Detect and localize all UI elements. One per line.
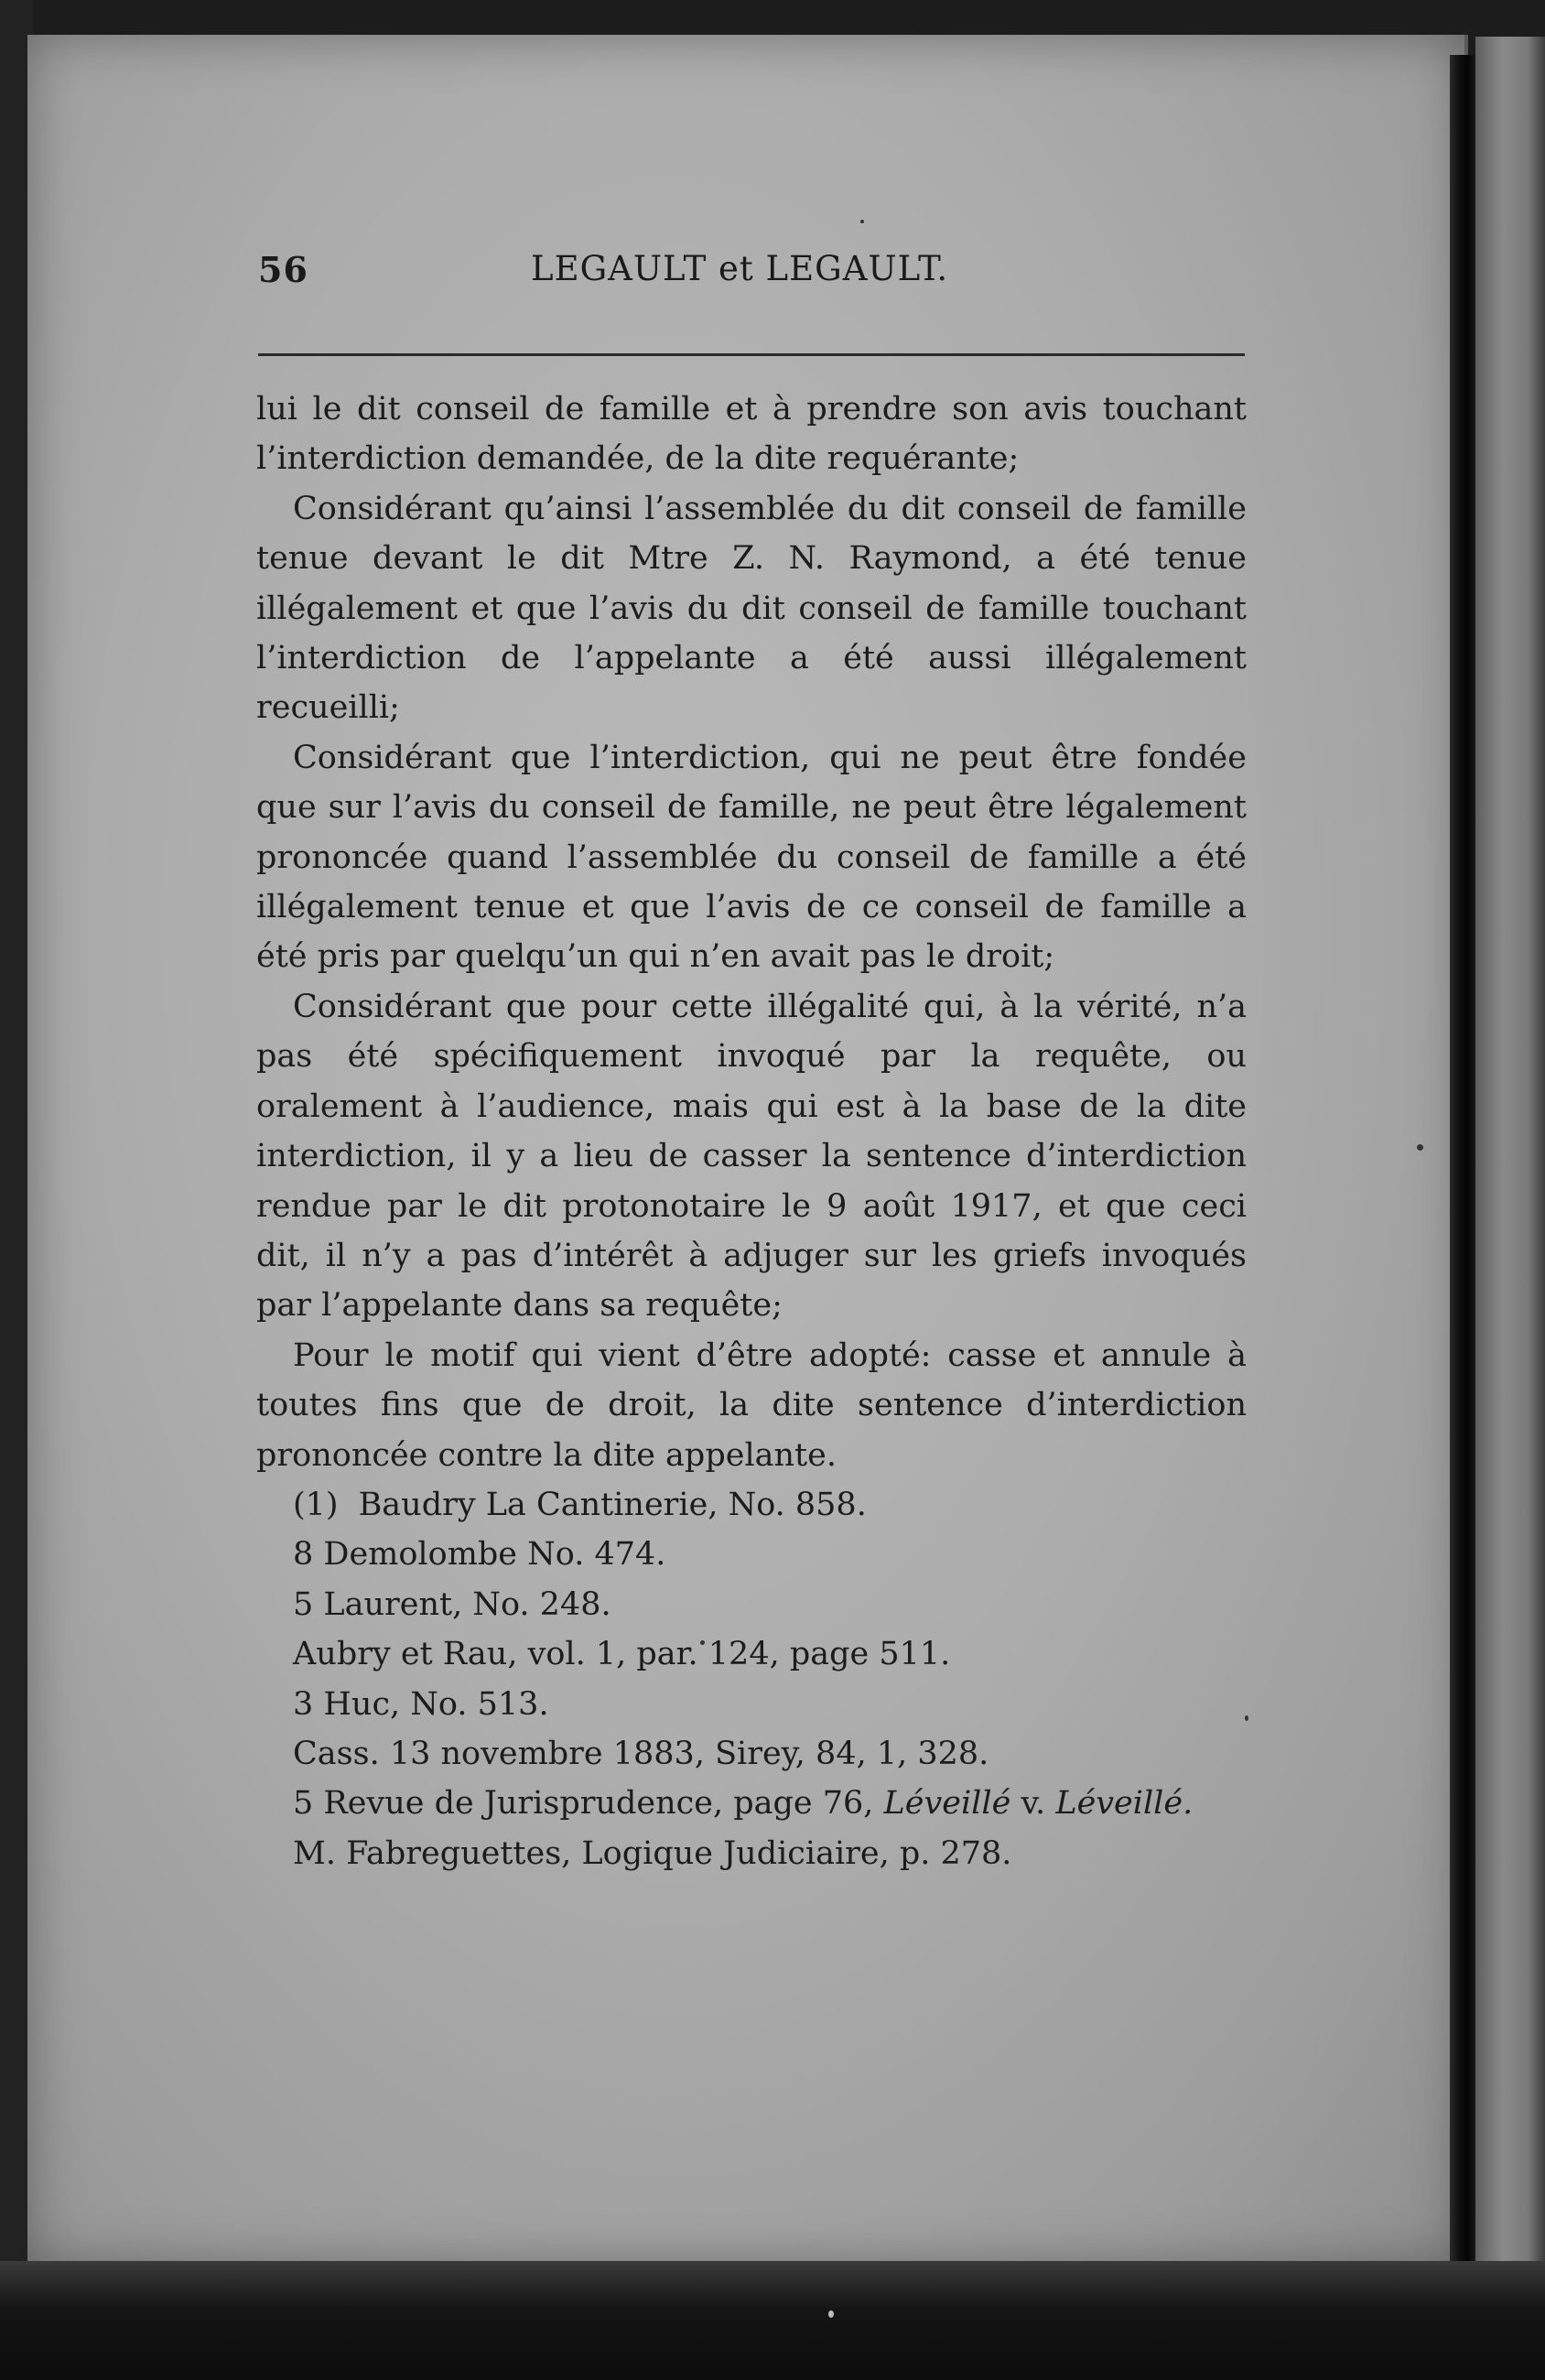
running-head-title: LEGAULT et LEGAULT.	[531, 249, 949, 288]
dust-speck	[860, 220, 864, 223]
reference-text: Baudry La Cantinerie, No. 858.	[358, 1486, 867, 1523]
paragraph: Pour le motif qui vient d’être adopté: casse et annule à toutes fins que de droit, la dite sentence d’interdiction prononcée contre la dite appelante.	[256, 1336, 1247, 1474]
paragraph: lui le dit conseil de famille et à prendre son avis touchant l’interdiction demandée, de la dite requérante;	[256, 391, 1247, 478]
dust-speck	[828, 2310, 834, 2318]
dust-speck	[1417, 1144, 1423, 1151]
reference-item	[256, 1779, 1247, 1828]
reference-item: M. Fabreguettes, Logique Judiciaire, p. 278.	[293, 1834, 1012, 1872]
running-head	[258, 249, 1247, 304]
reference-item: 5 Laurent, No. 248.	[293, 1585, 611, 1623]
versus: v.	[1021, 1785, 1046, 1823]
reference-item: 3 Huc, No. 513.	[293, 1685, 549, 1723]
paragraph: Considérant qu’ainsi l’assemblée du dit conseil de famille tenue devant le dit Mtre Z. N. Raymond, a été tenue illégalement et que l’avis du dit conseil de famille touchant l’interdiction de l’appelante a été aussi illégalement recueilli;	[256, 490, 1247, 727]
footnote-marker: (1)	[293, 1486, 339, 1523]
reference-item: Aubry et Rau, vol. 1, par. 124, page 511.	[293, 1636, 951, 1673]
next-page-edge	[1475, 37, 1545, 2270]
page-number: 56	[258, 249, 308, 290]
party-name: Léveillé	[883, 1785, 1011, 1823]
binding-gutter	[1450, 55, 1475, 2288]
reference-prefix: 5 Revue de Jurisprudence, page 76,	[293, 1785, 874, 1823]
reference-item	[256, 1480, 1247, 1530]
paragraph: Considérant que l’interdiction, qui ne peut être fondée que sur l’avis du conseil de famille, ne peut être légalement prononcée quand l’assemblée du conseil de famille a été illégalement tenue et que l’avis de ce conseil de famille a été pris par quelqu’un qui n’en avait pas le droit;	[256, 739, 1247, 976]
body-text	[256, 384, 1247, 1878]
party-name: Léveillé.	[1055, 1785, 1194, 1823]
header-rule	[258, 353, 1245, 356]
reference-item: 8 Demolombe No. 474.	[293, 1536, 666, 1574]
paragraph: Considérant que pour cette illégalité qui, à la vérité, n’a pas été spécifiquement invoqué par la requête, ou oralement à l’audience, mais qui est à la base de la dite interdiction, il y a lieu de casser la sentence d’interdiction rendue par le dit protonotaire le 9 août 1917, et que ceci dit, il n’y a pas d’intérêt à adjuger sur les griefs invoqués par l’appelante dans sa requête;	[256, 988, 1247, 1325]
film-margin-bottom	[0, 2261, 1545, 2380]
reference-item: Cass. 13 novembre 1883, Sirey, 84, 1, 328.	[293, 1735, 989, 1772]
